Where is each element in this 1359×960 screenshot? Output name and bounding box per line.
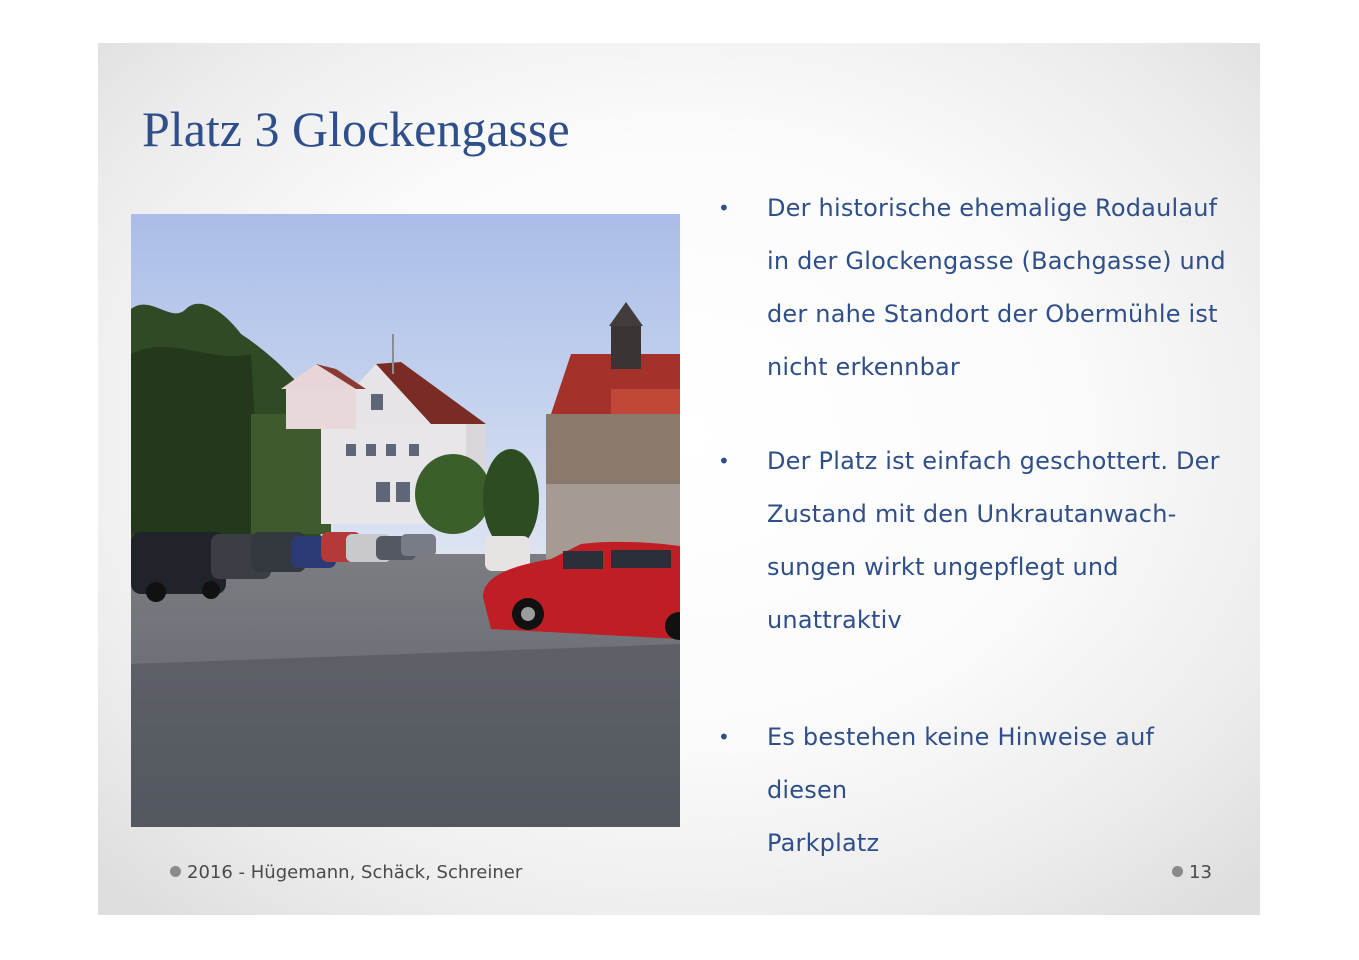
parking-lot-photo <box>131 214 680 827</box>
bullet-text <box>767 435 1238 647</box>
page-number <box>1172 862 1212 883</box>
bullet-line: Zustand mit den Unkrautanwach- <box>767 500 1177 528</box>
bullet-text <box>767 182 1238 394</box>
bullet-line: Der historische ehemalige Rodaulauf <box>767 194 1218 222</box>
bullet-line: unattraktiv <box>767 606 902 634</box>
slide-title: Platz 3 Glockengasse <box>142 101 570 157</box>
bullet-line: Parkplatz <box>767 829 880 857</box>
bullet-text <box>767 711 1238 870</box>
bullet-marker: • <box>718 449 730 473</box>
footer-text: 2016 - Hügemann, Schäck, Schreiner <box>187 862 523 883</box>
page-dot-icon <box>1172 866 1183 877</box>
footer <box>170 862 522 883</box>
bullet-item <box>718 435 1238 647</box>
bullet-marker: • <box>718 725 730 749</box>
bullet-line: der nahe Standort der Obermühle ist <box>767 300 1218 328</box>
bullet-marker: • <box>718 196 730 220</box>
bullet-line: Es bestehen keine Hinweise auf diesen <box>767 723 1155 804</box>
bullet-line: in der Glockengasse (Bachgasse) und <box>767 247 1226 275</box>
page-number-text: 13 <box>1189 862 1212 883</box>
slide <box>98 43 1260 915</box>
bullet-item <box>718 182 1238 394</box>
footer-dot-icon <box>170 866 181 877</box>
bullet-item <box>718 711 1238 870</box>
bullet-line: Der Platz ist einfach geschottert. Der <box>767 447 1220 475</box>
bullet-line: sungen wirkt ungepflegt und <box>767 553 1119 581</box>
bullet-line: nicht erkennbar <box>767 353 960 381</box>
